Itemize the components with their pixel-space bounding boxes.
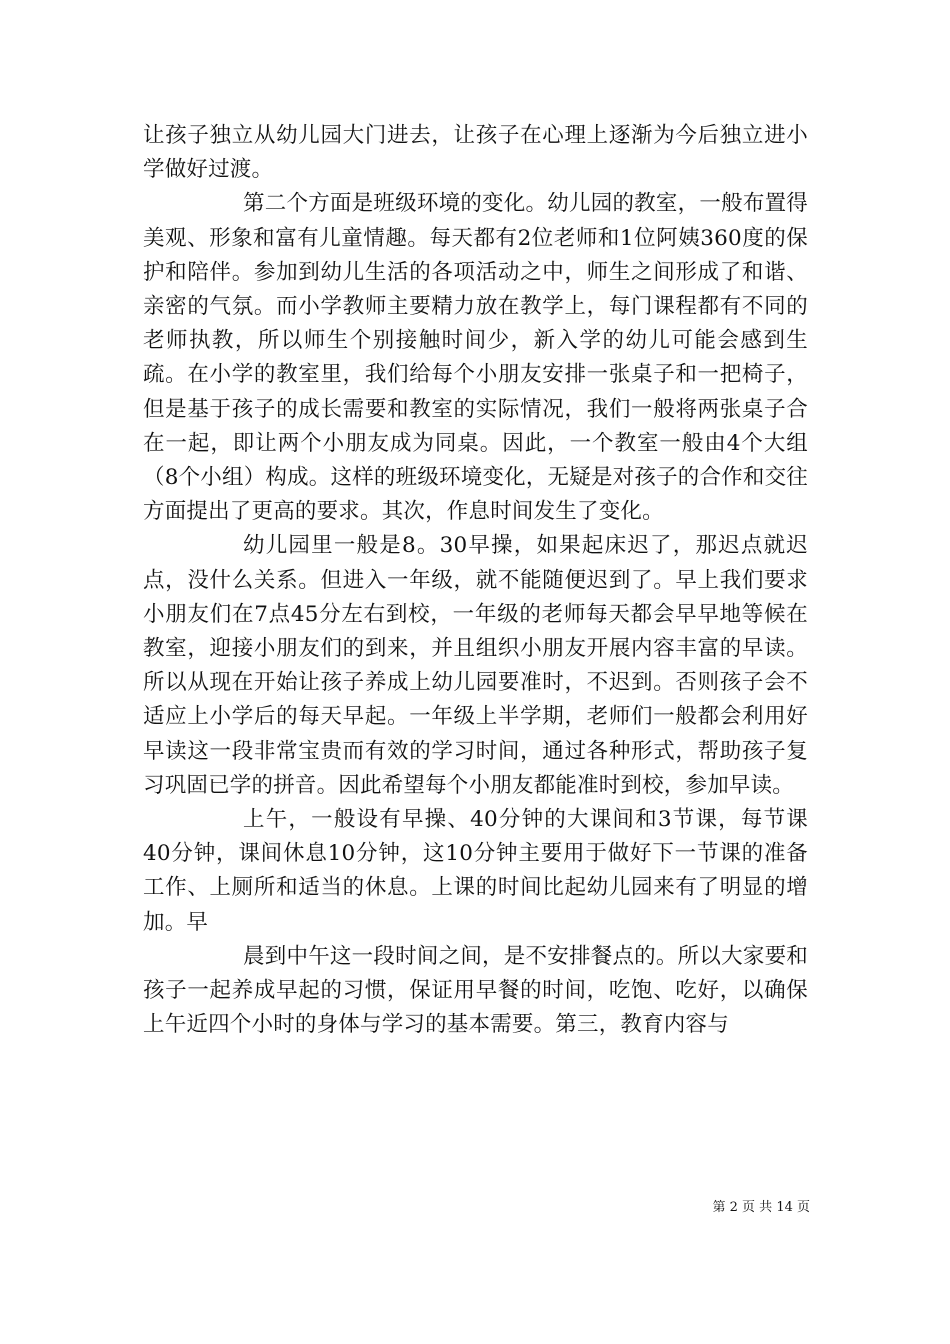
paragraph-2: 第二个方面是班级环境的变化。幼儿园的教室，一般布置得美观、形象和富有儿童情趣。每天都有2位老师和1位阿姨360度的保护和陪伴。参加到幼儿生活的各项活动之中，师生之间形成了和谐、亲密的气氛。而小学教师主要精力放在教学上，每门课程都有不同的老师执教，所以师生个别接触时间少，新入学的幼儿可能会感到生疏。在小学的教室里，我们给每个小朋友安排一张桌子和一把椅子，但是基于孩子的成长需要和教室的实际情况，我们一般将两张桌子合在一起，即让两个小朋友成为同桌。因此，一个教室一般由4个大组（8个小组）构成。这样的班级环境变化，无疑是对孩子的合作和交往方面提出了更高的要求。其次，作息时间发生了变化。: [143, 191, 808, 525]
paragraph-3: 幼儿园里一般是8。30早操，如果起床迟了，那迟点就迟点，没什么关系。但进入一年级，就不能随便迟到了。早上我们要求小朋友们在7点45分左右到校，一年级的老师每天都会早早地等候在教室，迎接小朋友们的到来，并且组织小朋友开展内容丰富的早读。所以从现在开始让孩子养成上幼儿园要准时，不迟到。否则孩子会不适应上小学后的每天早起。一年级上半学期，老师们一般都会利用好早读这一段非常宝贵而有效的学习时间，通过各种形式，帮助孩子复习巩固已学的拼音。因此希望每个小朋友都能准时到校，参加早读。: [143, 533, 808, 798]
paragraph-1: 让孩子独立从幼儿园大门进去，让孩子在心理上逐渐为今后独立进小学做好过渡。: [143, 123, 808, 183]
paragraph-4: 上午，一般设有早操、40分钟的大课间和3节课，每节课40分钟，课间休息10分钟，这10分钟主要用于做好下一节课的准备工作、上厕所和适当的休息。上课的时间比起幼儿园来有了明显的增加。早: [143, 807, 808, 935]
paragraph-5: 晨到中午这一段时间之间，是不安排餐点的。所以大家要和孩子一起养成早起的习惯，保证用早餐的时间，吃饱、吃好，以确保上午近四个小时的身体与学习的基本需要。第三，教育内容与: [143, 943, 808, 1038]
document-body: [143, 119, 808, 1042]
page-number: 第 2 页 共 14 页: [712, 1200, 810, 1215]
